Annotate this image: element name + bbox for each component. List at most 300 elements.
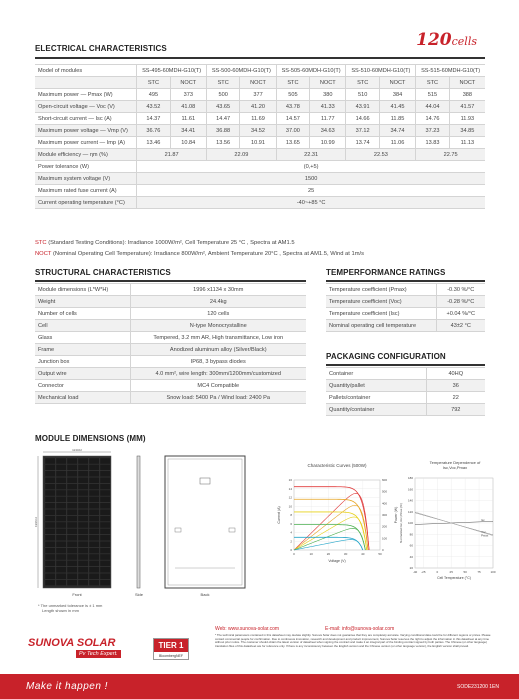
temp-x-tick: 100 <box>490 570 496 574</box>
solar-cell <box>56 516 66 522</box>
back-label: Back <box>200 592 210 597</box>
spec-label: Current operating temperature (°C) <box>35 197 137 209</box>
solar-cell <box>89 509 99 515</box>
solar-cell <box>56 509 66 515</box>
front-label: Front <box>72 592 82 597</box>
solar-cell <box>67 477 77 483</box>
spec-value: -40~+85 °C <box>137 197 485 209</box>
spec-label: Short-circuit current — Isc (A) <box>35 113 137 125</box>
solar-cell <box>78 522 88 528</box>
solar-cell <box>78 554 88 560</box>
solar-cell <box>56 573 66 579</box>
solar-cell <box>67 464 77 470</box>
iv-y2-tick: 100 <box>382 536 388 541</box>
side-frame <box>137 456 140 588</box>
table-row <box>35 77 485 89</box>
solar-cell <box>56 541 66 547</box>
footer-slogan: Make it happen ! <box>26 681 108 692</box>
side-label: Side <box>134 592 144 597</box>
table-row <box>35 332 306 344</box>
spec-value: 495 <box>137 89 170 101</box>
temp-series-label: Isc <box>481 517 485 522</box>
iv-y-tick: 2 <box>290 539 292 544</box>
noct-note <box>35 251 364 257</box>
solar-cell <box>89 548 99 554</box>
solar-cell <box>67 580 77 586</box>
spec-value: 24.4kg <box>130 296 306 308</box>
spec-value: 14.37 <box>137 113 170 125</box>
spec-value: 43±2 °C <box>436 320 485 332</box>
iv-x-tick: 50 <box>378 552 382 556</box>
length-label: 1996±2 <box>34 517 38 527</box>
noct-tag: NOCT <box>35 251 52 257</box>
spec-value: 13.56 <box>206 137 239 149</box>
spec-value: 13.74 <box>346 137 379 149</box>
solar-cell <box>78 528 88 534</box>
solar-cell <box>67 573 77 579</box>
model-name: SS-515-60MDH-G10(T) <box>416 65 485 77</box>
spec-value: 11.85 <box>379 113 415 125</box>
structural-title: STRUCTURAL CHARACTERISTICS <box>35 268 171 277</box>
solar-cell <box>100 496 110 502</box>
spec-value: 1500 <box>137 173 485 185</box>
table-row <box>35 185 485 197</box>
brand-logo <box>28 637 118 657</box>
solar-cell <box>78 535 88 541</box>
solar-cell <box>100 567 110 573</box>
efficiency-value: 22.09 <box>206 149 276 161</box>
table-row <box>35 125 485 137</box>
spec-label: Temperature coefficient (Isc) <box>326 308 436 320</box>
spec-value: 500 <box>206 89 239 101</box>
tier1-label: TIER 1 <box>154 639 188 652</box>
solar-cell <box>78 516 88 522</box>
spec-value: 14.57 <box>276 113 309 125</box>
solar-cell <box>45 567 55 573</box>
spec-label: Quantity/pallet <box>326 380 426 392</box>
model-name: SS-500-60MDH-G10(T) <box>206 65 276 77</box>
spec-value: 36 <box>426 380 485 392</box>
spec-value: 505 <box>276 89 309 101</box>
iv-x-tick: 0 <box>293 552 295 556</box>
spec-value: Snow load: 5400 Pa / Wind load: 2400 Pa <box>130 392 306 404</box>
efficiency-label: Module efficiency — ηm (%) <box>35 149 137 161</box>
solar-cell <box>67 548 77 554</box>
solar-cell <box>89 484 99 490</box>
spec-value: Anodized aluminum alloy (Silver/Black) <box>130 344 306 356</box>
spec-value: 13.46 <box>137 137 170 149</box>
spec-label: Output wire <box>35 368 130 380</box>
temp-x-tick: 0 <box>436 570 439 574</box>
solar-cell <box>89 528 99 534</box>
tolerance-note: * The unmarked tolerance is ± 1 mm <box>38 603 103 608</box>
table-row <box>326 392 485 404</box>
solar-cell <box>100 573 110 579</box>
solar-cell <box>45 522 55 528</box>
solar-cell <box>67 509 77 515</box>
disclaimer-text: * The technical parameters contained in this datasheet may deviate slightly. Sunova Solar does not guarantee that they are completely accurate. Varying conditional data could be for different regions or prices. Please contact commercial people for confirmation. Due to continuous innovation, research and development and product improvement, Sunova Solar reserves the right to adjust the information in this datasheet at any time without prior notice. The customer should obtain the latest version of datasheet when signing the contract and make it an integral part of the binding contract signed by both parties. The Chinese (or other language) translation files of this datasheet are for reference only. If there is any inconsistency between the English version and the Chinese version (or other language version), the English version shall prevail. <box>215 633 491 648</box>
table-row <box>35 308 306 320</box>
solar-cell <box>56 522 66 528</box>
solar-cell <box>56 503 66 509</box>
spec-value: MC4 Compatible <box>130 380 306 392</box>
solar-cell <box>89 560 99 566</box>
solar-cell <box>100 484 110 490</box>
solar-cell <box>89 580 99 586</box>
solar-cell <box>89 477 99 483</box>
solar-cell <box>45 503 55 509</box>
temperature-title: TEMPERFORMANCE RATINGS <box>326 268 446 277</box>
spec-value: 36.88 <box>206 125 239 137</box>
spec-value: 43.65 <box>206 101 239 113</box>
back-frame <box>165 456 245 588</box>
spec-value: 10.84 <box>170 137 206 149</box>
spec-value: 37.23 <box>416 125 450 137</box>
cells-badge <box>416 30 477 50</box>
spec-value: IP68, 3 bypass diodes <box>130 356 306 368</box>
spec-label: Weight <box>35 296 130 308</box>
table-row <box>35 101 485 113</box>
temp-y-tick: 160 <box>407 487 413 492</box>
tier1-badge <box>153 638 189 660</box>
solar-cell <box>45 541 55 547</box>
table-row <box>35 296 306 308</box>
length-note: Length shown in mm <box>42 608 79 613</box>
noct-header: NOCT <box>449 77 485 89</box>
email-link[interactable]: E-mail: info@sunova-solar.com <box>325 626 395 632</box>
model-name: SS-510-60MDH-G10(T) <box>346 65 416 77</box>
efficiency-value: 22.53 <box>346 149 416 161</box>
temp-x-tick: 75 <box>477 570 481 574</box>
spec-label: Container <box>326 368 426 380</box>
electrical-table <box>35 64 485 209</box>
noct-text: (Nominal Operating Cell Temperature): Irradiance 800W/m², Ambient Temperature 20°C , Spectra at AM1.5, Wind at 1m/s <box>52 251 365 257</box>
temp-y-tick: 40 <box>409 554 413 559</box>
table-row <box>35 149 485 161</box>
structural-table <box>35 283 306 404</box>
temp-y-tick: 100 <box>407 521 413 525</box>
solar-cell <box>100 464 110 470</box>
table-row <box>35 161 485 173</box>
solar-cell <box>56 535 66 541</box>
solar-cell <box>78 503 88 509</box>
iv-y-tick: 14 <box>288 486 292 491</box>
spec-value: 373 <box>170 89 206 101</box>
solar-cell <box>45 528 55 534</box>
cells-number: 120 <box>416 30 452 50</box>
solar-cell <box>100 580 110 586</box>
efficiency-value: 22.75 <box>416 149 485 161</box>
solar-cell <box>67 560 77 566</box>
temp-x-tick: 25 <box>449 570 453 574</box>
spec-label: Pallets/container <box>326 392 426 404</box>
solar-cell <box>78 471 88 477</box>
temp-series-label: Voc <box>481 529 486 534</box>
solar-cell <box>100 541 110 547</box>
solar-cell <box>100 503 110 509</box>
iv-x-tick: 10 <box>309 552 313 556</box>
spec-value: 40HQ <box>426 368 485 380</box>
spec-label: Maximum power current — Imp (A) <box>35 137 137 149</box>
spec-label: Mechanical load <box>35 392 130 404</box>
temp-x-label: Cell Temperature (°C) <box>437 576 471 580</box>
spec-label: Number of cells <box>35 308 130 320</box>
solar-cell <box>45 484 55 490</box>
solar-cell <box>89 464 99 470</box>
solar-cell <box>89 490 99 496</box>
electrical-rule <box>35 57 485 59</box>
iv-y2-tick: 200 <box>382 524 388 529</box>
iv-x-label: Voltage (V) <box>328 559 346 563</box>
table-row <box>35 368 306 380</box>
stc-note <box>35 240 295 246</box>
table-row <box>35 284 306 296</box>
spec-label: Frame <box>35 344 130 356</box>
junction-box <box>200 478 210 484</box>
temp-x-tick: 50 <box>463 570 467 574</box>
iv-y2-tick: 600 <box>382 478 388 482</box>
iv-y-tick: 4 <box>290 530 292 535</box>
spec-value: (0,+5) <box>137 161 485 173</box>
spec-value: 14.47 <box>206 113 239 125</box>
solar-cell <box>89 541 99 547</box>
temperature-table <box>326 283 485 332</box>
spec-value: 41.33 <box>310 101 346 113</box>
spec-label: Temperature coefficient (Voc) <box>326 296 436 308</box>
table-row <box>326 404 485 416</box>
table-row <box>326 380 485 392</box>
spec-label: Glass <box>35 332 130 344</box>
solar-cell <box>78 560 88 566</box>
tier1-source: BloombergNEF <box>159 654 183 658</box>
solar-cell <box>89 471 99 477</box>
solar-cell <box>78 490 88 496</box>
spec-label: Temperature coefficient (Pmax) <box>326 284 436 296</box>
temp-y-tick: 140 <box>407 498 413 503</box>
solar-cell <box>100 560 110 566</box>
stc-header: STC <box>206 77 239 89</box>
table-row <box>35 89 485 101</box>
spec-value: 14.66 <box>346 113 379 125</box>
brand-subtitle: Pv Tech Expert. <box>76 650 121 658</box>
structural-rule <box>35 280 306 282</box>
spec-label: Cell <box>35 320 130 332</box>
solar-cell <box>45 477 55 483</box>
solar-cell <box>89 503 99 509</box>
iv-y2-tick: 300 <box>382 513 388 517</box>
spec-value: 34.85 <box>449 125 485 137</box>
model-name: SS-495-60MDH-G10(T) <box>137 65 207 77</box>
iv-x-tick: 30 <box>343 552 348 556</box>
solar-cell <box>56 464 66 470</box>
table-row <box>35 344 306 356</box>
back-view-drawing <box>155 448 255 598</box>
solar-cell <box>89 554 99 560</box>
noct-header: NOCT <box>240 77 276 89</box>
solar-cell <box>56 490 66 496</box>
solar-cell <box>45 560 55 566</box>
spec-value: 37.12 <box>346 125 379 137</box>
solar-cell <box>45 516 55 522</box>
table-row <box>35 392 306 404</box>
spec-value: 44.04 <box>416 101 450 113</box>
spec-value: 34.52 <box>240 125 276 137</box>
solar-cell <box>56 554 66 560</box>
spec-value: 510 <box>346 89 379 101</box>
spec-value: 13.65 <box>276 137 309 149</box>
iv-x-tick: 40 <box>361 552 365 556</box>
solar-cell <box>45 554 55 560</box>
solar-cell <box>100 535 110 541</box>
spec-value: 515 <box>416 89 450 101</box>
width-label: 1134±2 <box>72 448 82 452</box>
website-link[interactable]: Web: www.sunova-solar.com <box>215 626 280 632</box>
dimensions-title: MODULE DIMENSIONS (MM) <box>35 434 146 443</box>
solar-cell <box>56 528 66 534</box>
temp-chart-title <box>430 460 482 470</box>
spec-value: 11.06 <box>379 137 415 149</box>
efficiency-value: 22.31 <box>276 149 346 161</box>
spec-label: Junction box <box>35 356 130 368</box>
spec-value: 388 <box>449 89 485 101</box>
solar-cell <box>67 522 77 528</box>
spec-label: Module dimensions (L*W*H) <box>35 284 130 296</box>
iv-y-tick: 12 <box>288 495 292 500</box>
packaging-table <box>326 367 485 416</box>
temp-y-tick: 180 <box>407 476 413 480</box>
iv-chart-title: Characteristic Curves (500W) <box>307 463 367 468</box>
spec-label: Maximum rated fuse current (A) <box>35 185 137 197</box>
iv-y-tick: 10 <box>288 504 292 509</box>
front-view-drawing <box>35 448 125 598</box>
spec-value: 34.41 <box>170 125 206 137</box>
table-row <box>35 113 485 125</box>
footer-bar <box>0 674 519 699</box>
iv-y-label: Current (A) <box>277 506 281 524</box>
iv-y-tick: 0 <box>290 548 292 552</box>
table-row <box>35 137 485 149</box>
spec-value: 43.91 <box>346 101 379 113</box>
solar-cell <box>89 516 99 522</box>
iv-y2-tick: 400 <box>382 501 388 506</box>
solar-cell <box>56 548 66 554</box>
iv-y-tick: 16 <box>288 478 292 482</box>
spec-value: 22 <box>426 392 485 404</box>
spec-value: 41.57 <box>449 101 485 113</box>
noct-header: NOCT <box>170 77 206 89</box>
solar-cell <box>100 516 110 522</box>
table-row <box>35 197 485 209</box>
temp-y-tick: 20 <box>409 566 413 570</box>
solar-cell <box>56 471 66 477</box>
spec-value: 41.45 <box>379 101 415 113</box>
solar-cell <box>100 548 110 554</box>
table-row <box>35 173 485 185</box>
solar-cell <box>78 509 88 515</box>
solar-cell <box>56 567 66 573</box>
solar-cell <box>56 560 66 566</box>
solar-cell <box>89 496 99 502</box>
temp-series-label: Pmax <box>481 533 489 538</box>
stc-header: STC <box>137 77 170 89</box>
solar-cell <box>89 535 99 541</box>
cells-suffix: cells <box>451 35 477 48</box>
solar-cell <box>100 528 110 534</box>
spec-value: 25 <box>137 185 485 197</box>
table-row <box>35 320 306 332</box>
solar-cell <box>78 541 88 547</box>
packaging-title: PACKAGING CONFIGURATION <box>326 352 446 361</box>
solar-cell <box>45 464 55 470</box>
solar-cell <box>45 535 55 541</box>
temperature-dependence-chart <box>395 458 500 583</box>
solar-cell <box>67 496 77 502</box>
side-view-drawing <box>130 448 150 598</box>
spec-value: 11.77 <box>310 113 346 125</box>
spec-value: 41.08 <box>170 101 206 113</box>
spec-value: 41.20 <box>240 101 276 113</box>
temp-title-line: Isc,Voc,Pmax <box>442 465 468 470</box>
temp-y-label: Normalized Isc,Voc,Pmax (%) <box>399 503 403 543</box>
header-spacer <box>35 77 137 89</box>
temp-y-tick: 80 <box>409 532 413 537</box>
solar-cell <box>45 490 55 496</box>
spec-value: 1996 x1134 x 30mm <box>130 284 306 296</box>
temperature-rule <box>326 280 485 282</box>
solar-cell <box>67 458 77 464</box>
solar-cell <box>67 528 77 534</box>
solar-cell <box>78 567 88 573</box>
solar-cell <box>67 541 77 547</box>
solar-cell <box>45 471 55 477</box>
solar-cell <box>89 458 99 464</box>
iv-y-tick: 8 <box>290 513 292 517</box>
spec-value: 792 <box>426 404 485 416</box>
solar-cell <box>89 573 99 579</box>
solar-cell <box>100 509 110 515</box>
solar-cell <box>45 573 55 579</box>
solar-cell <box>56 496 66 502</box>
spec-value: Tempered, 3.2 mm AR, High transmittance, Low iron <box>130 332 306 344</box>
solar-cell <box>78 573 88 579</box>
solar-cell <box>67 484 77 490</box>
packaging-rule <box>326 364 485 366</box>
spec-value: 11.13 <box>449 137 485 149</box>
spec-label: Maximum power voltage — Vmp (V) <box>35 125 137 137</box>
spec-value: 14.76 <box>416 113 450 125</box>
spec-label: Quantity/container <box>326 404 426 416</box>
spec-label: Connector <box>35 380 130 392</box>
noct-header: NOCT <box>379 77 415 89</box>
stc-text: (Standard Testing Conditions): Irradiance 1000W/m², Cell Temperature 25 °C , Spectra at AM1.5 <box>48 240 295 246</box>
solar-cell <box>100 490 110 496</box>
efficiency-value: 21.87 <box>137 149 207 161</box>
iv-y2-tick: 0 <box>382 548 384 552</box>
solar-cell <box>45 580 55 586</box>
table-row <box>35 380 306 392</box>
solar-cell <box>56 477 66 483</box>
model-name: SS-505-60MDH-G10(T) <box>276 65 346 77</box>
spec-value: 380 <box>310 89 346 101</box>
spec-value: 11.69 <box>240 113 276 125</box>
solar-cell <box>67 490 77 496</box>
solar-cell <box>45 509 55 515</box>
spec-value: 377 <box>240 89 276 101</box>
temp-y-tick: 60 <box>409 543 413 548</box>
noct-header: NOCT <box>310 77 346 89</box>
table-row <box>326 320 485 332</box>
stc-header: STC <box>346 77 379 89</box>
